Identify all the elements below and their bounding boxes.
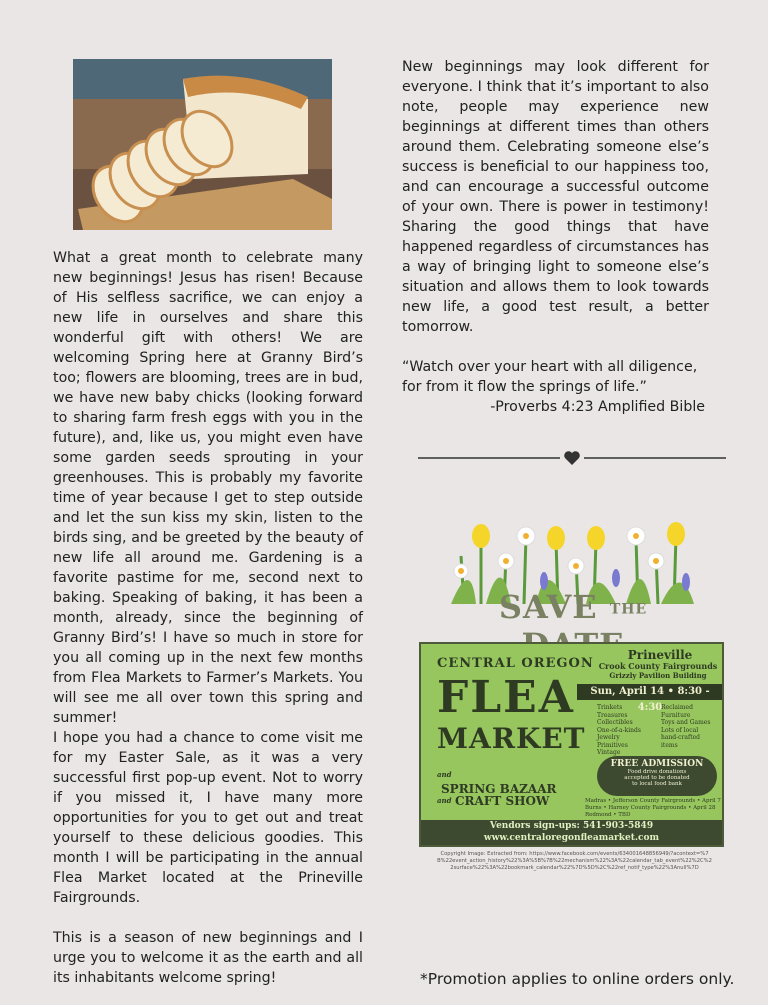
left-paragraph-3: This is a season of new beginnings and I urge you to welcome it as the earth and all its inhabitants welcome spring! (53, 930, 363, 986)
flyer-other-dates: Madras • Jefferson County Fairgrounds • April 7 Burns • Harney County Fairgrounds • April 28 Redmond • TBD (585, 798, 721, 818)
flyer-venue: Crook County Fairgrounds (598, 661, 718, 671)
flyer-title-flea: FLEA (437, 672, 575, 723)
flyer-donation-2: accepted to be donated (624, 775, 690, 781)
flyer-and-2: and (437, 796, 452, 805)
flyer-items-right: Reclaimed Furniture Toys and Games Lots of local hand-crafted items (661, 704, 711, 749)
right-paragraph-1: New beginnings may look different for everyone. I think that it’s important to also note, people may experience new beginnings at different times than others around them. Celebrating someone else’s success is beneficial to our happiness too, and can encourage a successful outcome of your own. There is power in testimony! Sharing the good things that have happened regardless of circumstances has a way of bringing light to someone else’s situation and allows them to look towards new life, a good test result, a better tomorrow. (402, 59, 709, 335)
flyer-spring-bazaar: SPRING BAZAAR (441, 782, 557, 796)
quote-citation: -Proverbs 4:23 Amplified Bible (490, 399, 705, 415)
save-word: SAVE (498, 588, 598, 626)
flyer-header: CENTRAL OREGON (437, 656, 594, 671)
sliced-bread-image (73, 59, 332, 230)
flyer-admission: FREE ADMISSION (610, 759, 704, 769)
flyer-and: and (437, 770, 452, 779)
flyer-craft-show: CRAFT SHOW (455, 794, 550, 808)
flyer-title-market: MARKET (437, 722, 586, 755)
flyer-venue-building: Grizzly Pavilion Building (609, 671, 707, 680)
flyer-vendors: Vendors sign-ups: 541-903-5849 (489, 821, 654, 831)
left-paragraph-2: I hope you had a chance to come visit me for my Easter Sale, as it was a very successful first pop-up event. Not to worry if you missed it, I have many more opportunities for you to get out and treat yourself to these delicious goodies. This month I will be participating in the annual Flea Market located at the Prineville Fairgrounds. (53, 730, 363, 906)
flyer-website: www.centraloregonfleamarket.com (483, 833, 660, 843)
flyer-date: Sun, April 14 • 8:30 - 4:30 (577, 684, 723, 700)
flyer-donation-3: to local food bank (632, 781, 682, 787)
heart-divider (418, 448, 726, 468)
flyer-donation-1: Food drive donations (627, 769, 687, 775)
left-paragraph-1: What a great month to celebrate many new beginnings! Jesus has risen! Because of His selfless sacrifice, we can enjoy a new life in ourselves and share this wonderful gift with others! We are welcoming Spring here at Granny Bird’s too; flowers are blooming, trees are in bud, we have new baby chicks (looking forward to sharing farm fresh eggs with you in the future), and, like us, you might even have some garden seeds sprouting in your greenhouses. This is probably my favorite time of year because I get to step outside and let the sun kiss my skin, listen to the birds sing, and be greeted by the beauty of new life all around me. Gardening is a favorite pastime for me, second next to baking. Speaking of baking, it has been a month, already, since the beginning of Granny Bird’s! I have so much in store for you all coming up in the next few months from Flea Markets to Farmer’s Markets. You will see me all over town this spring and summer! (53, 250, 363, 726)
flyer-city: Prineville (627, 648, 693, 662)
flyer-admission-badge (597, 756, 717, 796)
flea-market-flyer (419, 642, 724, 847)
promotion-note: *Promotion applies to online orders only. (420, 970, 735, 988)
image-credit: Copyright Image: Extracted from: https://www.facebook.com/events/634001648856949/?acontext=%7B%22event_action_history%22%3A%5B%7B%22mechanism%22%3A%22calendar_tab_event%22%2C%22surface%22%3A%22bookmark_calendar%22%7D%5D%2C%22ref_notif_type%22%3Anull%7D (437, 851, 712, 871)
left-column (53, 248, 363, 988)
bread-photo (73, 59, 332, 230)
heart-icon (564, 451, 580, 465)
flyer-items-left: Trinkets Treasures Collectibles One-of-a-kinds Jewelry Primitives Vintage (597, 704, 641, 756)
the-word: THE (609, 601, 648, 618)
bible-quote: “Watch over your heart with all diligence, for from it flow the springs of life.” (402, 359, 698, 395)
right-column (402, 57, 709, 417)
flyer-footer (421, 820, 722, 845)
